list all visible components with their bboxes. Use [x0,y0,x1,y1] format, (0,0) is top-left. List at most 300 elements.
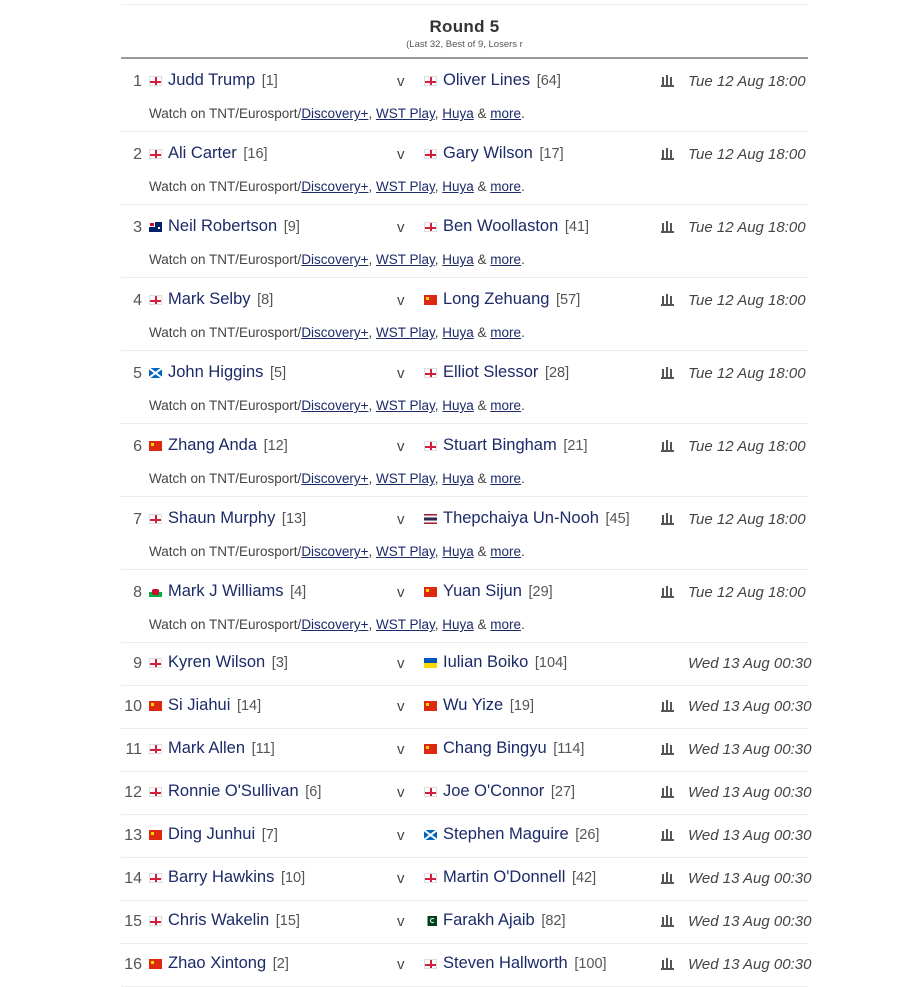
match-row [121,278,808,351]
watch-sep-2: , [434,106,443,121]
match-time: Wed 13 Aug 00:30 [688,655,812,672]
watch-info [149,544,525,559]
player-1-name[interactable]: Zhao Xintong [168,954,267,972]
watch-prefix: Watch on TNT/Eurosport/ [149,106,302,121]
watch-sep-2: , [434,325,443,340]
player-2-flag-icon [424,222,437,232]
match-line [121,497,808,541]
player-1[interactable] [149,436,288,455]
versus-label: v [397,956,405,973]
watch-sep-2: , [434,617,443,632]
match-time: Wed 13 Aug 00:30 [688,956,812,973]
more-link[interactable]: more [490,179,522,194]
watch-amp: & [473,325,491,340]
player-1[interactable] [149,509,306,528]
broadcast-icon [661,147,675,161]
broadcast-icon [661,785,675,799]
player-1[interactable] [149,868,305,887]
player-2-name[interactable]: Elliot Slessor [443,363,539,381]
player-1-flag-icon [149,873,162,883]
versus-label: v [397,584,405,601]
watch-info [149,617,525,632]
match-row [121,944,812,987]
watch-end: . [521,398,525,413]
player-1-name[interactable]: Kyren Wilson [168,653,266,671]
match-line [121,901,812,943]
player-1-seed: [15] [275,913,300,929]
player-1-name[interactable]: Ding Junhui [168,825,256,843]
player-1-name[interactable]: John Higgins [168,363,264,381]
broadcast-icon [661,957,675,971]
broadcast-icon [661,914,675,928]
player-2-flag-icon [424,295,437,305]
player-2-seed: [26] [575,827,600,843]
player-1-seed: [10] [280,870,306,886]
more-link[interactable]: more [490,398,522,413]
player-1-name[interactable]: Chris Wakelin [168,911,270,929]
player-1[interactable] [149,911,300,930]
player-1[interactable] [149,954,289,973]
player-2-flag-icon [424,76,437,86]
versus-label: v [397,870,405,887]
watch-sep-2: , [434,252,443,267]
match-time: Tue 12 Aug 18:00 [688,73,806,90]
match-number: 7 [133,511,142,528]
match-line [121,772,812,814]
more-link[interactable]: more [490,544,522,559]
huya-link[interactable]: Huya [442,471,474,486]
player-1-name[interactable]: Ali Carter [168,144,237,162]
match-row [121,351,808,424]
player-1[interactable] [149,217,300,236]
broadcast-icon [661,699,675,713]
match-row [121,643,812,686]
player-1-flag-icon [149,916,162,926]
watch-info [149,252,525,267]
player-2-seed: [104] [534,655,568,671]
watch-amp: & [473,106,491,121]
player-2[interactable] [424,582,553,601]
watch-sep-2: , [434,544,443,559]
versus-label: v [397,73,405,90]
match-time: Wed 13 Aug 00:30 [688,827,812,844]
broadcast-icon [661,828,675,842]
player-1-name[interactable]: Ronnie O'Sullivan [168,782,299,800]
player-2-name[interactable]: Joe O'Connor [443,782,545,800]
discovery-link[interactable]: Discovery+ [301,325,369,340]
player-1-flag-icon [149,787,162,797]
match-row [121,570,808,643]
wst-play-link[interactable]: WST Play [375,398,435,413]
match-row [121,772,812,815]
broadcast-icon [661,293,675,307]
match-number: 9 [133,655,142,672]
versus-label: v [397,913,405,930]
player-2-name[interactable]: Thepchaiya Un-Nooh [443,509,599,527]
player-2-seed: [28] [544,365,570,381]
match-number: 16 [124,956,142,973]
player-1-flag-icon [149,959,162,969]
match-line [121,643,812,685]
match-line [121,59,808,103]
player-2-seed: [42] [571,870,597,886]
versus-label: v [397,741,405,758]
player-1-seed: [1] [261,73,278,89]
player-2-seed: [21] [563,438,588,454]
match-number: 1 [133,73,142,90]
player-2[interactable] [424,696,534,715]
match-time: Wed 13 Aug 00:30 [688,698,812,715]
player-2-flag-icon [424,441,437,451]
discovery-link[interactable]: Discovery+ [301,544,369,559]
player-2-name[interactable]: Wu Yize [443,696,504,714]
huya-link[interactable]: Huya [442,544,474,559]
player-1-flag-icon [149,658,162,668]
player-1-flag-icon [149,149,162,159]
player-1-flag-icon [149,76,162,86]
round-subtitle: (Last 32, Best of 9, Losers r [406,39,523,50]
versus-label: v [397,438,405,455]
player-1-seed: [2] [272,956,289,972]
player-2-seed: [114] [553,741,585,757]
player-2-name[interactable]: Oliver Lines [443,71,531,89]
watch-sep-1: , [368,179,376,194]
player-1-name[interactable]: Barry Hawkins [168,868,275,886]
watch-sep-2: , [434,471,443,486]
watch-end: . [521,471,525,486]
match-number: 2 [133,146,142,163]
player-1[interactable] [149,653,288,672]
player-2-flag-icon [424,830,437,840]
watch-sep-1: , [368,544,376,559]
watch-amp: & [473,398,491,413]
player-1-seed: [14] [236,698,262,714]
match-time: Wed 13 Aug 00:30 [688,870,812,887]
discovery-link[interactable]: Discovery+ [301,106,369,121]
player-2-flag-icon [424,658,437,668]
player-2-name[interactable]: Gary Wilson [443,144,533,162]
player-1-name[interactable]: Si Jiahui [168,696,231,714]
watch-prefix: Watch on TNT/Eurosport/ [149,325,302,340]
match-row [121,59,808,132]
discovery-link[interactable]: Discovery+ [301,471,369,486]
match-time: Tue 12 Aug 18:00 [688,438,806,455]
player-1-flag-icon [149,514,162,524]
player-2[interactable] [424,782,575,801]
more-link[interactable]: more [490,471,522,486]
broadcast-icon [661,220,675,234]
match-line [121,729,812,771]
watch-info [149,179,525,194]
player-2-seed: [45] [605,511,630,527]
match-line [121,944,812,986]
discovery-link[interactable]: Discovery+ [301,398,369,413]
versus-label: v [397,827,405,844]
broadcast-icon [661,74,675,88]
player-2-name[interactable]: Stuart Bingham [443,436,557,454]
watch-end: . [521,617,525,632]
versus-label: v [397,292,405,309]
watch-sep-2: , [434,179,443,194]
match-line [121,351,808,395]
watch-prefix: Watch on TNT/Eurosport/ [149,398,302,413]
player-1-flag-icon [149,587,162,597]
player-2-name[interactable]: Stephen Maguire [443,825,569,843]
player-2-seed: [19] [509,698,535,714]
broadcast-icon [661,512,675,526]
player-2[interactable] [424,71,561,90]
more-link[interactable]: more [490,106,522,121]
match-number: 11 [125,741,142,758]
player-1-name[interactable]: Neil Robertson [168,217,278,235]
more-link[interactable]: more [490,252,522,267]
player-1-flag-icon [149,295,162,305]
wst-play-link[interactable]: WST Play [375,471,435,486]
player-1-name[interactable]: Shaun Murphy [168,509,276,527]
watch-prefix: Watch on TNT/Eurosport/ [149,617,302,632]
player-2[interactable] [424,436,588,455]
watch-amp: & [473,252,491,267]
player-2-name[interactable]: Martin O'Donnell [443,868,566,886]
watch-sep-1: , [368,252,376,267]
player-2-seed: [27] [550,784,576,800]
huya-link[interactable]: Huya [442,398,474,413]
player-1-name[interactable]: Judd Trump [168,71,256,89]
match-row [121,901,812,944]
round-header [121,5,808,59]
player-1-name[interactable]: Mark Allen [168,739,246,757]
player-1-name[interactable]: Mark Selby [168,290,251,308]
match-number: 12 [124,784,142,801]
broadcast-icon [661,585,675,599]
watch-amp: & [473,617,491,632]
match-line [121,815,812,857]
player-1-seed: [13] [281,511,307,527]
player-2[interactable] [424,363,569,382]
player-2-flag-icon [424,916,437,926]
player-1[interactable] [149,363,286,382]
more-link[interactable]: more [490,325,522,340]
match-line [121,205,808,249]
match-line [121,278,808,322]
player-2[interactable] [424,954,607,973]
watch-prefix: Watch on TNT/Eurosport/ [149,471,302,486]
match-row [121,729,812,772]
player-2-flag-icon [424,701,437,711]
match-time: Tue 12 Aug 18:00 [688,584,806,601]
wst-play-link[interactable]: WST Play [375,252,435,267]
player-2[interactable] [424,825,599,844]
player-2[interactable] [424,911,566,930]
match-number: 13 [124,827,142,844]
player-1[interactable] [149,696,261,715]
player-1-seed: [6] [305,784,322,800]
match-time: Tue 12 Aug 18:00 [688,511,806,528]
player-1[interactable] [149,782,321,801]
player-1-flag-icon [149,368,162,378]
match-row [121,205,808,278]
match-row [121,815,812,858]
watch-end: . [521,179,525,194]
player-2-seed: [100] [574,956,607,972]
player-2-seed: [82] [541,913,566,929]
player-1[interactable] [149,144,268,163]
wst-play-link[interactable]: WST Play [375,106,435,121]
player-2[interactable] [424,509,630,528]
watch-info [149,398,525,413]
player-1-name[interactable]: Mark J Williams [168,582,284,600]
match-row [121,132,808,205]
player-2-flag-icon [424,514,437,524]
player-1-seed: [9] [283,219,300,235]
player-2-name[interactable]: Ben Woollaston [443,217,559,235]
huya-link[interactable]: Huya [442,252,474,267]
player-2[interactable] [424,217,589,236]
player-2[interactable] [424,653,567,672]
broadcast-icon [661,366,675,380]
huya-link[interactable]: Huya [442,106,474,121]
watch-prefix: Watch on TNT/Eurosport/ [149,252,302,267]
player-1-name[interactable]: Zhang Anda [168,436,257,454]
match-time: Wed 13 Aug 00:30 [688,913,812,930]
discovery-link[interactable]: Discovery+ [301,617,369,632]
watch-sep-1: , [368,617,376,632]
match-time: Wed 13 Aug 00:30 [688,741,812,758]
huya-link[interactable]: Huya [442,617,474,632]
match-line [121,132,808,176]
watch-amp: & [473,471,491,486]
match-row [121,424,808,497]
match-line [121,424,808,468]
match-number: 14 [124,870,142,887]
player-1-flag-icon [149,222,162,232]
player-2-name[interactable]: Yuan Sijun [443,582,522,600]
broadcast-icon [661,439,675,453]
player-2-seed: [41] [564,219,590,235]
player-2-name[interactable]: Steven Hallworth [443,954,568,972]
match-row [121,686,812,729]
watch-prefix: Watch on TNT/Eurosport/ [149,544,302,559]
player-1-flag-icon [149,830,162,840]
player-1-flag-icon [149,441,162,451]
player-1-flag-icon [149,744,162,754]
match-line [121,686,812,728]
watch-prefix: Watch on TNT/Eurosport/ [149,179,302,194]
player-2-flag-icon [424,744,437,754]
discovery-link[interactable]: Discovery+ [301,179,369,194]
wst-play-link[interactable]: WST Play [375,544,435,559]
versus-label: v [397,511,405,528]
player-1-flag-icon [149,701,162,711]
match-number: 6 [133,438,142,455]
watch-info [149,325,525,340]
match-row [121,497,808,570]
match-number: 5 [133,365,142,382]
player-2-seed: [64] [536,73,561,89]
player-2-seed: [57] [556,292,581,308]
watch-end: . [521,252,525,267]
more-link[interactable]: more [490,617,522,632]
discovery-link[interactable]: Discovery+ [301,252,369,267]
match-row [121,858,812,901]
player-2-name[interactable]: Farakh Ajaib [443,911,535,929]
player-2-name[interactable]: Chang Bingyu [443,739,547,757]
player-1-seed: [12] [263,438,288,454]
player-1[interactable] [149,71,278,90]
versus-label: v [397,784,405,801]
match-time: Tue 12 Aug 18:00 [688,292,806,309]
versus-label: v [397,219,405,236]
broadcast-icon [661,742,675,756]
watch-sep-1: , [368,325,376,340]
player-2[interactable] [424,290,580,309]
match-line [121,570,808,614]
watch-end: . [521,106,525,121]
watch-sep-1: , [368,471,376,486]
wst-play-link[interactable]: WST Play [375,325,435,340]
player-2[interactable] [424,868,596,887]
versus-label: v [397,365,405,382]
player-1-seed: [16] [243,146,268,162]
player-1-seed: [5] [269,365,287,381]
player-1[interactable] [149,825,278,844]
player-1[interactable] [149,739,275,758]
player-1[interactable] [149,582,306,601]
match-number: 4 [133,292,142,309]
player-1-seed: [7] [261,827,278,843]
versus-label: v [397,146,405,163]
match-number: 10 [124,698,142,715]
watch-info [149,471,525,486]
huya-link[interactable]: Huya [442,179,474,194]
watch-amp: & [473,544,491,559]
huya-link[interactable]: Huya [442,325,474,340]
match-time: Tue 12 Aug 18:00 [688,365,806,382]
watch-sep-2: , [434,398,443,413]
watch-amp: & [473,179,491,194]
player-2-seed: [17] [539,146,564,162]
match-time: Tue 12 Aug 18:00 [688,219,806,236]
watch-info [149,106,525,121]
watch-sep-1: , [368,398,376,413]
player-2[interactable] [424,739,584,758]
round-title: Round 5 [429,17,500,36]
player-2-flag-icon [424,587,437,597]
player-1-seed: [3] [271,655,288,671]
match-number: 8 [133,584,142,601]
match-number: 15 [124,913,142,930]
player-1-seed: [11] [251,741,275,757]
player-2-name[interactable]: Long Zehuang [443,290,550,308]
match-number: 3 [133,219,142,236]
player-1-seed: [8] [257,292,274,308]
wst-play-link[interactable]: WST Play [375,179,435,194]
player-2[interactable] [424,144,564,163]
draw-panel [121,0,812,987]
broadcast-icon [661,871,675,885]
player-1[interactable] [149,290,273,309]
player-2-flag-icon [424,873,437,883]
match-line [121,858,812,900]
player-2-flag-icon [424,787,437,797]
match-time: Wed 13 Aug 00:30 [688,784,812,801]
player-2-flag-icon [424,149,437,159]
player-2-flag-icon [424,959,437,969]
player-2-name[interactable]: Iulian Boiko [443,653,529,671]
versus-label: v [397,698,405,715]
watch-end: . [521,544,525,559]
wst-play-link[interactable]: WST Play [375,617,435,632]
